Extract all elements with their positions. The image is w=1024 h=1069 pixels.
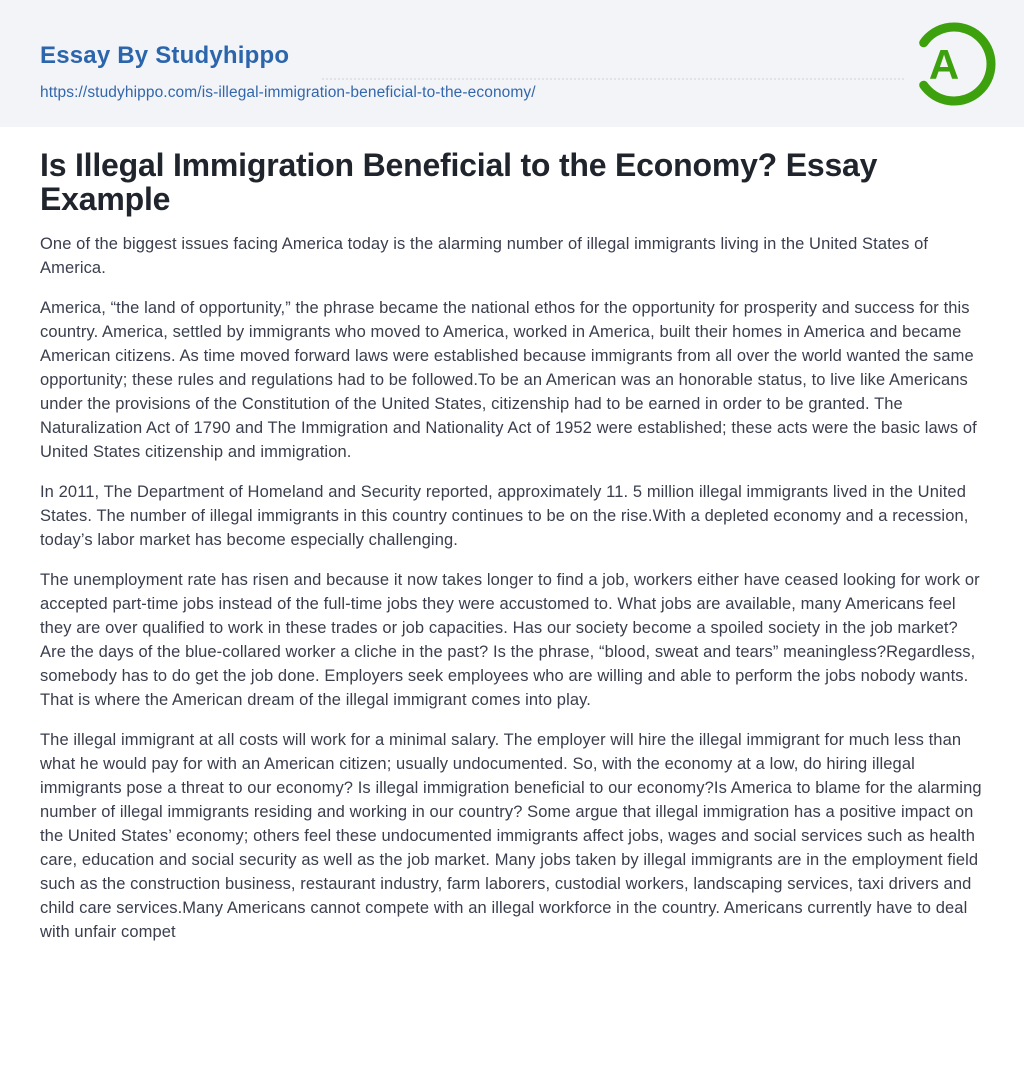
brand-title: Essay By Studyhippo [40, 42, 290, 69]
essay-paragraph: America, “the land of opportunity,” the phrase became the national ethos for the opportunity for prosperity and success for this country. America, settled by immigrants who moved to America, worked in America, built their homes in America and became American citizens. As time moved forward laws were established because immigrants from all over the world wanted the same opportunity; these rules and regulations had to be followed.To be an American was an honorable status, to live like Americans under the provisions of the Constitution of the United States, citizenship had to be earned in order to be granted. The Naturalization Act of 1790 and The Immigration and Nationality Act of 1952 were established; these acts were the basic laws of United States citizenship and immigration. [40, 299, 977, 461]
source-url-link[interactable]: https://studyhippo.com/is-illegal-immigration-beneficial-to-the-economy/ [40, 84, 536, 101]
essay-title: Is Illegal Immigration Beneficial to the Economy? Essay Example [40, 147, 878, 217]
dotted-divider [322, 78, 904, 80]
logo-letter: A [928, 41, 960, 88]
essay-body [40, 232, 984, 944]
essay-paragraph: The unemployment rate has risen and because it now takes longer to find a job, workers either have ceased looking for work or accepted part-time jobs instead of the full-time jobs they were accustomed to. What jobs are available, many Americans feel they are over qualified to work in these trades or job capacities. Has our society become a spoiled society in the job market? Are the days of the blue-collared worker a cliche in the past? Is the phrase, “blood, sweat and tears” meaningless?Regardless, somebody has to do get the job done. Employers seek employees who are willing and able to perform the jobs nobody wants. That is where the American dream of the illegal immigrant comes into play. [40, 571, 980, 709]
essay-paragraph: In 2011, The Department of Homeland and Security reported, approximately 11. 5 million illegal immigrants lived in the United States. The number of illegal immigrants in this country continues to be on the rise.With a depleted economy and a recession, today’s labor market has become especially challenging. [40, 483, 969, 549]
essay-content [0, 127, 1024, 944]
studyhippo-logo-icon [911, 21, 997, 107]
page-header [0, 0, 1024, 127]
essay-paragraph: The illegal immigrant at all costs will work for a minimal salary. The employer will hire the illegal immigrant for much less than what he would pay for with an American citizen; usually undocumented. So, with the economy at a low, do hiring illegal immigrants pose a threat to our economy? Is illegal immigration beneficial to our economy?Is America to blame for the alarming number of illegal immigrants residing and working in our country? Some argue that illegal immigration has a positive impact on the United States’ economy; others feel these undocumented immigrants affect jobs, wages and social services such as health care, education and social security as well as the job market. Many jobs taken by illegal immigrants are in the employment field such as the construction business, restaurant industry, farm laborers, custodial workers, landscaping services, taxi drivers and child care services.Many Americans cannot compete with an illegal workforce in the country. Americans currently have to deal with unfair compet [40, 731, 982, 941]
essay-paragraph: One of the biggest issues facing America today is the alarming number of illegal immigrants living in the United States of America. [40, 235, 929, 277]
studyhippo-logo [911, 21, 997, 107]
